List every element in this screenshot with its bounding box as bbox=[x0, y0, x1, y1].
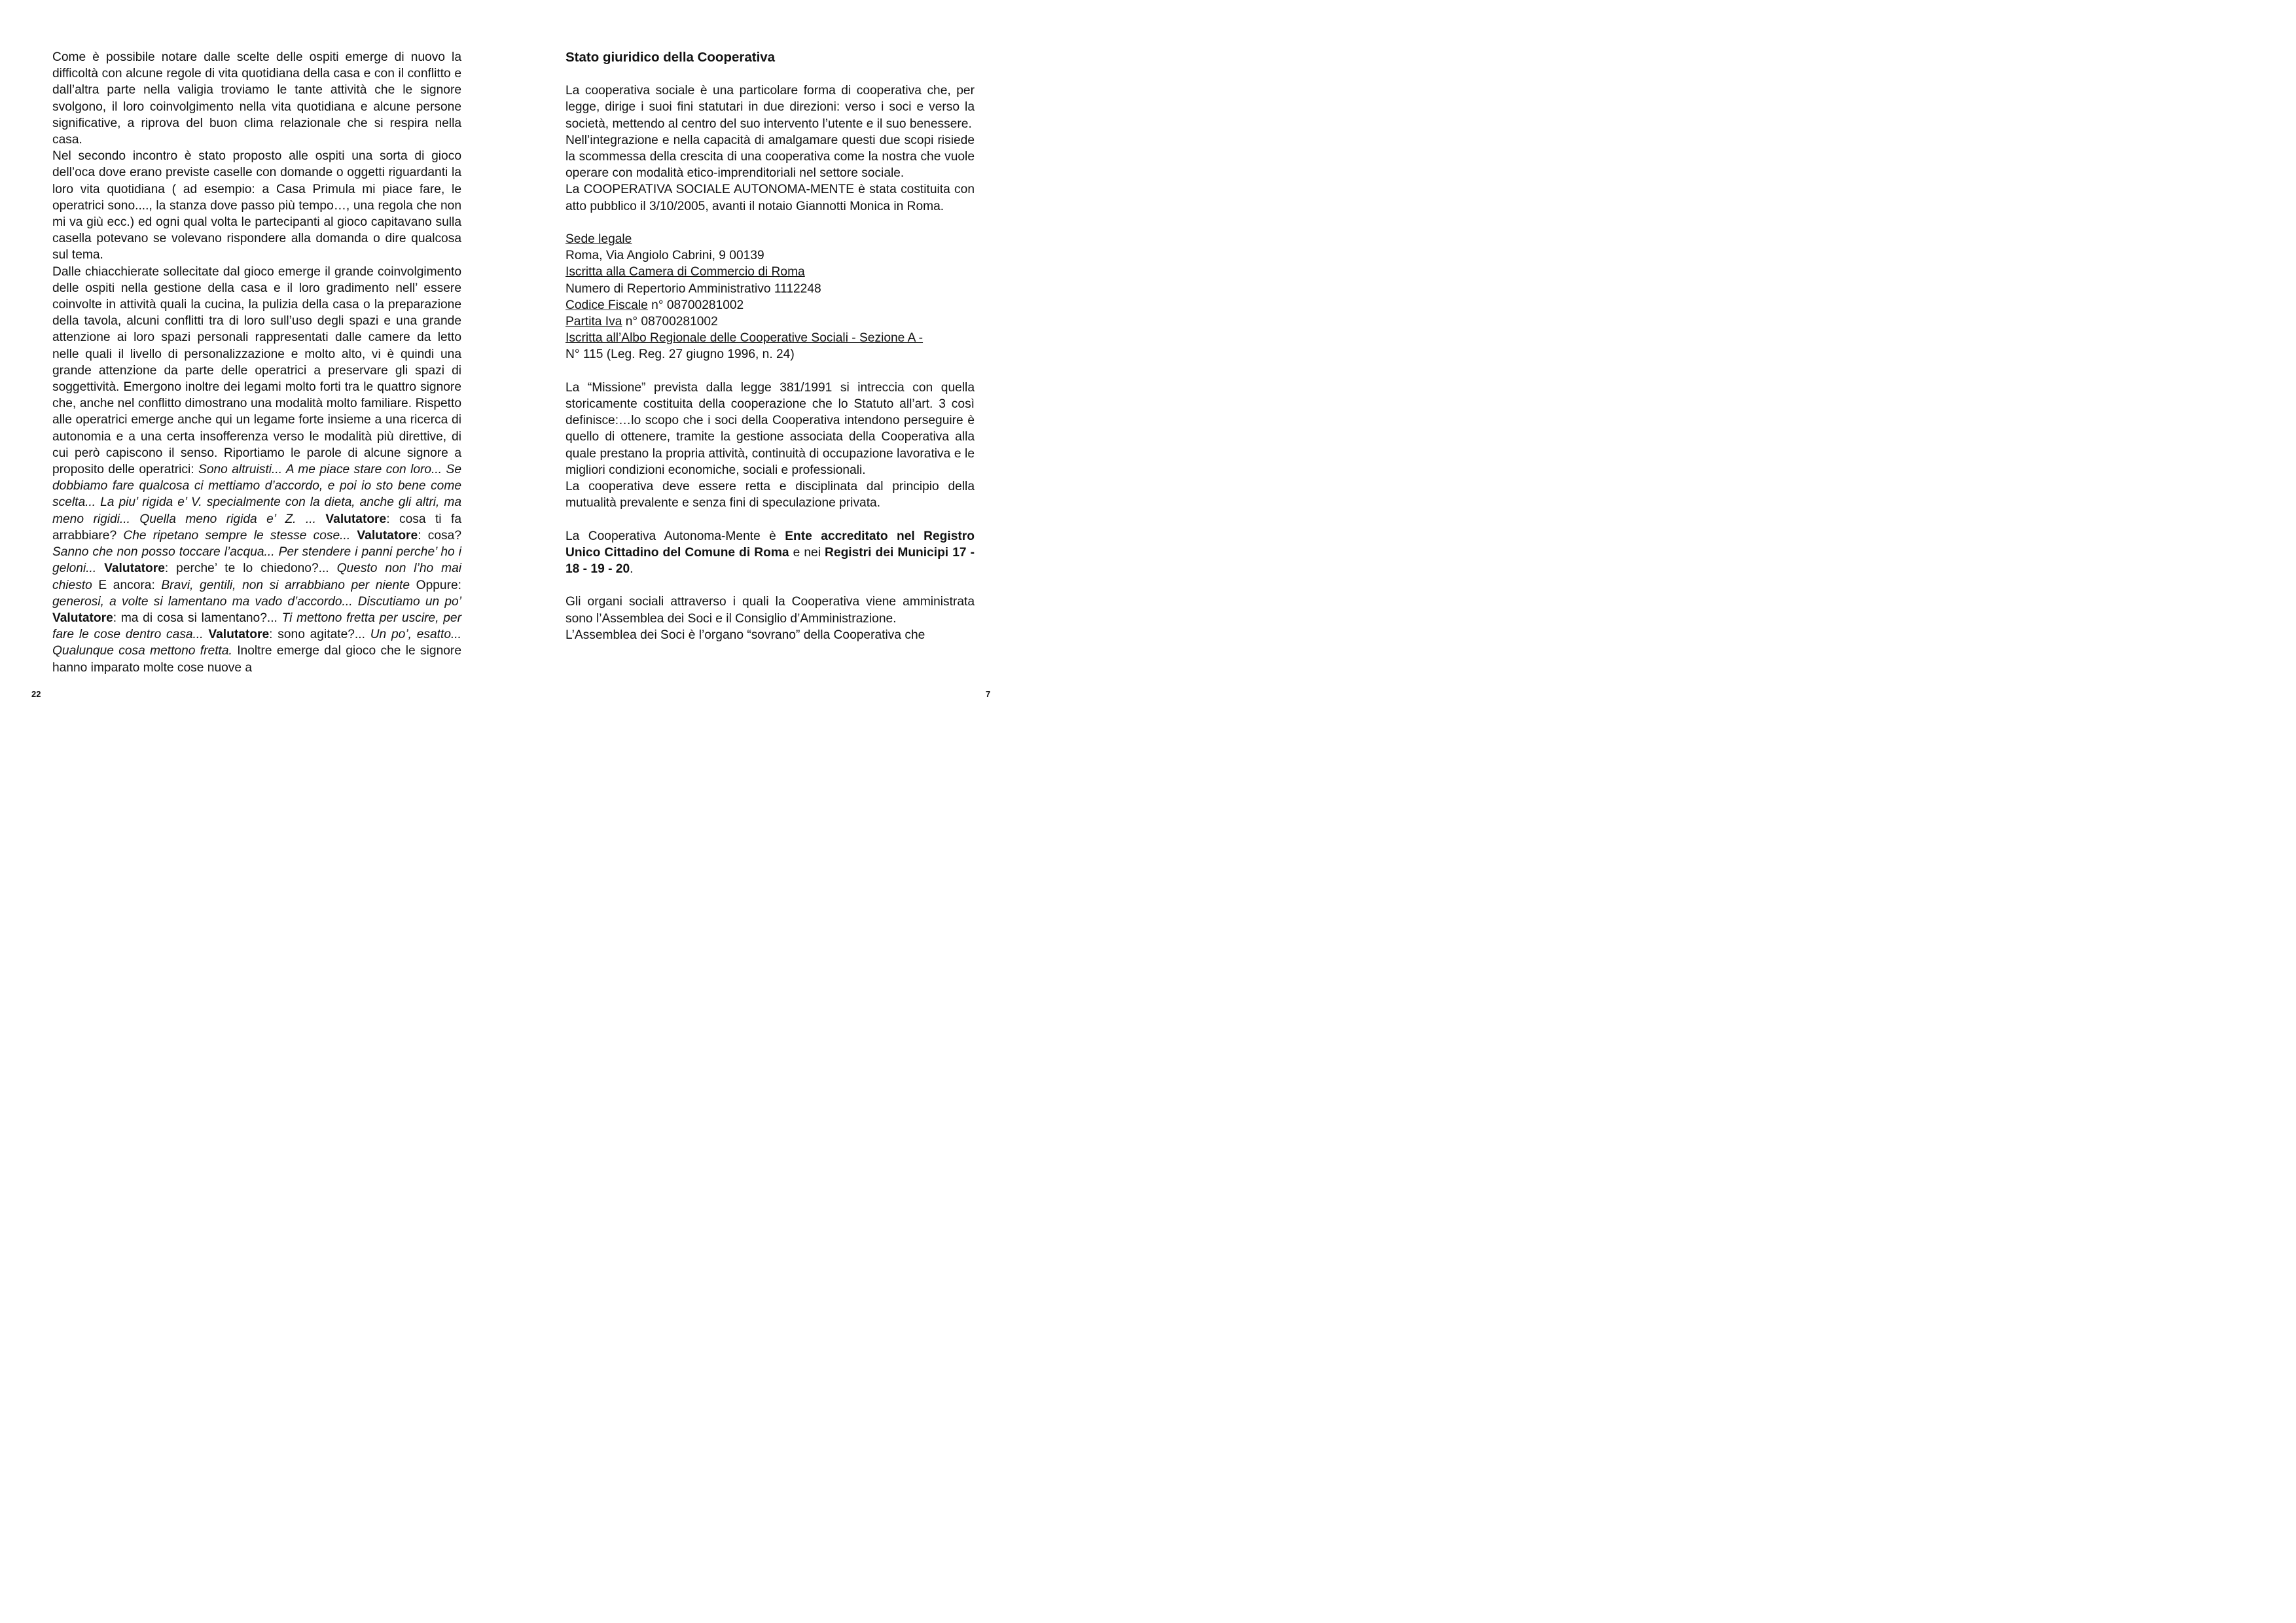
dialogue-text: Inoltre emerge dal gioco che le signore hanno imparato molte cose nuove a bbox=[52, 644, 461, 675]
accredit-text: La Cooperativa Autonoma-Mente è bbox=[565, 529, 785, 543]
paragraph: La “Missione” prevista dalla legge 381/1991 si intreccia con quella storicamente costituita della cooperazione che lo Statuto all’art. 3 così definisce:…lo scopo che i soci della Cooperativa intendono perseguire è quello di ottenere, tramite la gestione associata della Cooperativa alla quale prestano la propria attività, continuità di occupazione lavorativa e le migliori condizioni economiche, sociali e professionali. bbox=[565, 380, 975, 477]
left-text-column bbox=[52, 49, 461, 676]
speaker-label: Valutatore bbox=[96, 562, 165, 576]
partita-iva bbox=[565, 313, 975, 330]
paragraph: L’Assemblea dei Soci è l’organo “sovrano” della Cooperativa che bbox=[565, 628, 925, 642]
dialogue-text: Oppure: bbox=[410, 578, 461, 592]
dialogue-text: E ancora: bbox=[92, 578, 162, 592]
dialogue-text: : perche’ te lo chiedono?... bbox=[164, 562, 337, 576]
iva-value: n° 08700281002 bbox=[622, 315, 718, 329]
speaker-label: Valutatore bbox=[315, 512, 387, 526]
page-number-left: 22 bbox=[31, 689, 41, 699]
dialogue-text: : ma di cosa si lamentano?... bbox=[113, 611, 282, 625]
accreditation-paragraph bbox=[565, 528, 975, 578]
quote-text: generosi, a volte si lamentano ma vado d’accordo... Discutiamo un po’ bbox=[52, 594, 461, 609]
iva-label: Partita Iva bbox=[565, 315, 622, 329]
paragraph: Come è possibile notare dalle scelte delle ospiti emerge di nuovo la difficoltà con alcune regole di vita quotidiana della casa e con il conflitto e dall’altra parte nella valigia troviamo le tante attività che le signore svolgono, il loro coinvolgimento nella vita quotidiana e alcune persone significative, a riprova del buon clima relazionale che si respira nella casa. bbox=[52, 50, 461, 147]
albo-value: N° 115 (Leg. Reg. 27 giugno 1996, n. 24) bbox=[565, 348, 795, 362]
dialogue-text: : sono agitate?... bbox=[269, 628, 370, 642]
speaker-label: Valutatore bbox=[52, 611, 113, 625]
codice-fiscale bbox=[565, 297, 975, 313]
accredit-text: . bbox=[630, 562, 634, 577]
paragraph-with-dialogue bbox=[52, 264, 461, 676]
right-text-column bbox=[565, 49, 975, 643]
cf-label: Codice Fiscale bbox=[565, 298, 648, 312]
camera-line bbox=[565, 264, 975, 280]
paragraph: La cooperativa sociale è una particolare forma di cooperativa che, per legge, dirige i suoi fini statutari in due direzioni: verso i soci e verso la società, mettendo al centro del suo intervento l’utente e il suo benessere. bbox=[565, 84, 975, 131]
quote-text: Ti mettono fretta per uscire, per fare le cose dentro casa... bbox=[52, 611, 461, 642]
right-page bbox=[513, 0, 1026, 725]
section-heading: Stato giuridico della Cooperativa bbox=[565, 50, 776, 65]
speaker-label: Valutatore bbox=[350, 528, 418, 543]
speaker-label: Valutatore bbox=[203, 628, 270, 642]
sede-label: Sede legale bbox=[565, 232, 632, 246]
paragraph: Nell’integrazione e nella capacità di amalgamare questi due scopi risiede la scommessa della crescita di una cooperativa come la nostra che vuole operare con modalità etico-imprenditoriali nel settore sociale. bbox=[565, 133, 975, 181]
quote-text: Sono altruisti... A me piace stare con loro... Se dobbiamo fare qualcosa ci mettiamo d’accordo, e poi io sto bene come scelta... La piu’ rigida e’ V. specialmente con la dieta, anche gli altri, ma meno rigidi... Quella meno rigida e’ Z. ... bbox=[52, 463, 461, 526]
albo-line bbox=[565, 330, 975, 346]
accredit-bold: Registri dei Municipi 17 - 18 - 19 - 20 bbox=[565, 545, 975, 577]
quote-text: Un po’, esatto... Qualunque cosa mettono fretta. bbox=[52, 628, 461, 658]
paragraph: La COOPERATIVA SOCIALE AUTONOMA-MENTE è stata costituita con atto pubblico il 3/10/2005, avanti il notaio Giannotti Monica in Roma. bbox=[565, 183, 975, 213]
dialogue bbox=[52, 463, 461, 674]
quote-text: Bravi, gentili, non si arrabbiano per niente bbox=[161, 578, 410, 592]
albo-label: Iscritta all’Albo Regionale delle Cooperative Sociali - Sezione A - bbox=[565, 331, 924, 346]
accredit-text: e nei bbox=[789, 545, 825, 560]
paragraph-lead: Dalle chiacchierate sollecitate dal gioco emerge il grande coinvolgimento delle ospiti nella gestione della casa e il loro gradimento nell’ essere coinvolte in attività quali la cucina, la pulizia della casa o la preparazione della tavola, alcuni conflitti tra di loro sull’uso degli spazi e una grande attenzione ai loro spazi personali rappresentati dalle camere da letto nelle quali il livello di personalizzazione e molto alto, vi è quindi una grande attenzione da parte delle operatrici a preservare gli spazi di soggettività. Emergono inoltre dei legami molto forti tra le quattro signore che, anche nel conflitto dimostrano una modalità molto familiare. Rispetto alle operatrici emerge anche qui un legame forte insieme a una ricerca di autonomia e a una certa insofferenza verso le modalità più direttive, di cui però capiscono il senso. Riportiamo le parole di alcune signore a proposito delle operatrici: bbox=[52, 264, 461, 477]
paragraph: Gli organi sociali attraverso i quali la Cooperativa viene amministrata sono l’Assemblea dei Soci e il Consiglio d’Amministrazione. bbox=[565, 595, 975, 626]
paragraph: La cooperativa deve essere retta e disciplinata dal principio della mutualità prevalente e senza fini di speculazione privata. bbox=[565, 480, 975, 510]
quote-text: Sanno che non posso toccare l’acqua... Per stendere i panni perche’ ho i geloni... bbox=[52, 545, 461, 576]
quote-text: Che ripetano sempre le stesse cose... bbox=[123, 528, 351, 543]
camera-label: Iscritta alla Camera di Commercio di Roma bbox=[565, 265, 805, 279]
sede-legale bbox=[565, 231, 975, 247]
dialogue-text: : cosa? bbox=[418, 528, 461, 543]
repertorio: Numero di Repertorio Amministrativo 1112248 bbox=[565, 281, 821, 296]
dialogue-text: : cosa ti fa arrabbiare? bbox=[52, 512, 462, 543]
cf-value: n° 08700281002 bbox=[647, 298, 744, 312]
left-page bbox=[0, 0, 513, 725]
paragraph: Nel secondo incontro è stato proposto alle ospiti una sorta di gioco dell’oca dove erano previste caselle con domande o oggetti riguardanti la loro vita quotidiana ( ad esempio: a Casa Primula mi piace fare, le operatrici sono...., la stanza dove passo più tempo…, una regola che non mi va giù ecc.) ed ogni qual volta le partecipanti al gioco capitavano sulla casella potevano se volevano rispondere alla domanda o dire qualcosa sul tema. bbox=[52, 149, 461, 262]
quote-text: Questo non l’ho mai chiesto bbox=[52, 562, 461, 592]
accredit-bold: Ente accreditato nel Registro Unico Cittadino del Comune di Roma bbox=[565, 529, 975, 560]
sede-value: Roma, Via Angiolo Cabrini, 9 00139 bbox=[565, 249, 764, 263]
page-number-right: 7 bbox=[986, 689, 991, 699]
